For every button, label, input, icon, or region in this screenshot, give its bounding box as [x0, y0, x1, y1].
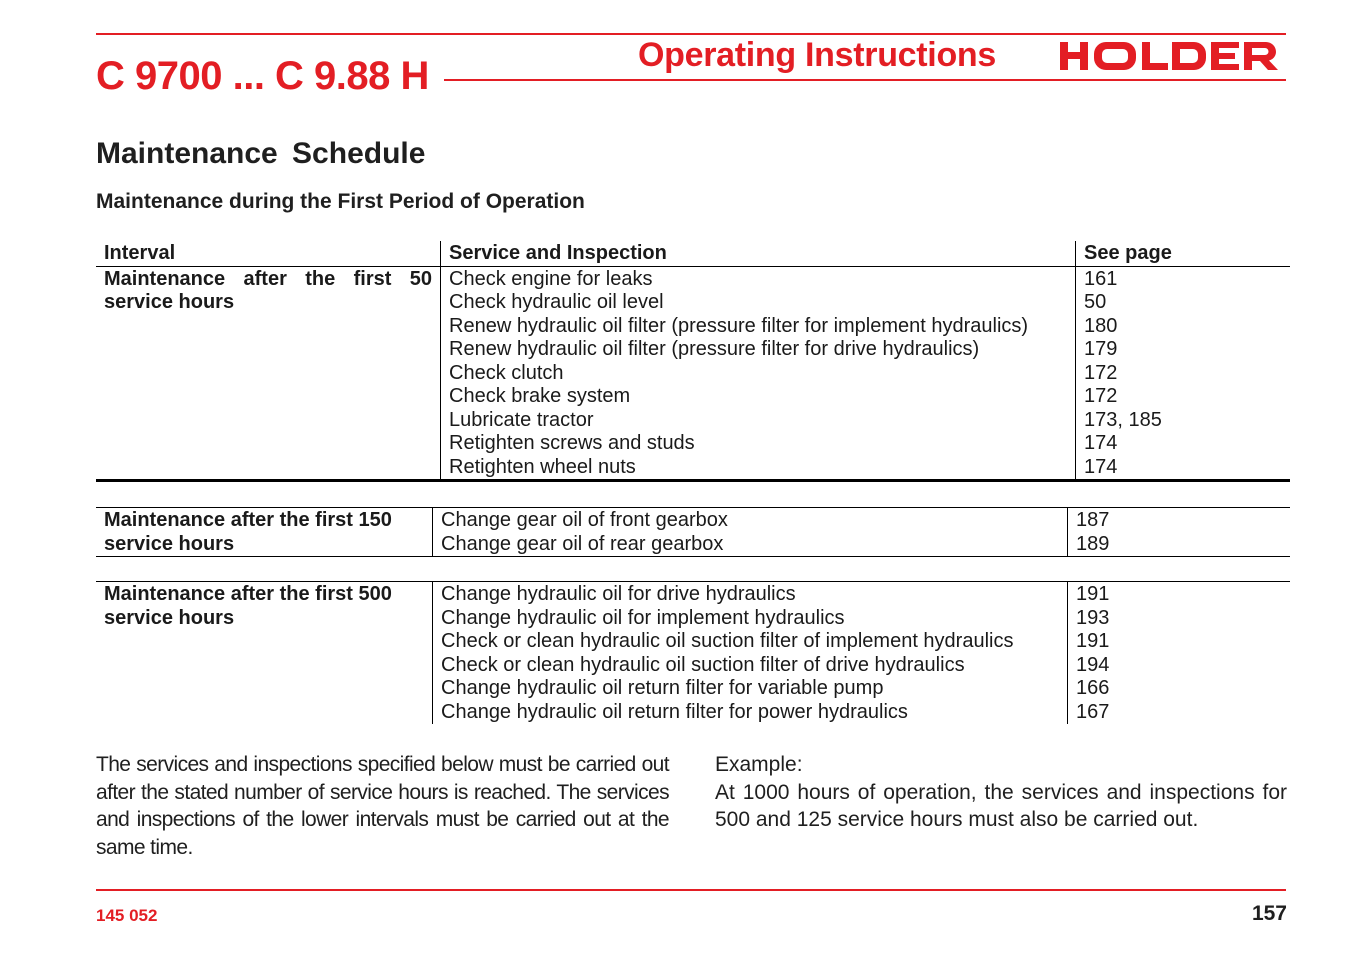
note-paragraph: The services and inspections specified below must be carried out after the stated number of service hours is reached. The services and inspections of the lower intervals must be carried out at the same time. — [96, 753, 669, 859]
service-item: Change hydraulic oil for drive hydraulics — [441, 583, 796, 605]
service-item: Check or clean hydraulic oil suction filter of implement hydraulics — [441, 630, 1014, 652]
page-ref: 166 — [1076, 677, 1110, 699]
page-ref: 191 — [1076, 583, 1110, 605]
service-item: Change hydraulic oil return filter for variable pump — [441, 677, 884, 699]
page-ref: 194 — [1076, 653, 1110, 676]
section-subtitle: Maintenance during the First Period of Operation — [96, 190, 585, 213]
service-item: Renew hydraulic oil filter (pressure filter for implement hydraulics) — [449, 314, 1029, 337]
service-item: Check clutch — [449, 361, 564, 384]
document-title: Operating Instructions — [638, 36, 996, 74]
page-ref: 173, 185 — [1084, 408, 1162, 431]
table-row — [96, 508, 1290, 557]
page-ref: 50 — [1084, 291, 1107, 313]
page-ref: 180 — [1084, 314, 1118, 337]
holder-logo — [1060, 38, 1278, 74]
service-item: Change gear oil of rear gearbox — [441, 532, 724, 555]
interval-label: Maintenance after the first 150 service hours — [104, 509, 392, 555]
page-ref: 172 — [1084, 385, 1118, 407]
service-item: Check brake system — [449, 385, 631, 407]
maintenance-table-50h — [96, 241, 1290, 482]
service-item: Change gear oil of front gearbox — [441, 509, 728, 531]
service-item: Check hydraulic oil level — [449, 291, 664, 313]
page-number: 157 — [1251, 902, 1287, 925]
footer-rule — [96, 889, 1286, 891]
header-bottom-rule — [444, 79, 1286, 81]
page-ref: 191 — [1076, 630, 1110, 652]
page-ref: 189 — [1076, 532, 1110, 555]
service-item: Renew hydraulic oil filter (pressure filter for drive hydraulics) — [449, 338, 980, 360]
service-item: Check or clean hydraulic oil suction filter of drive hydraulics — [441, 653, 965, 676]
example-paragraph — [715, 751, 1287, 834]
column-header-interval: Interval — [96, 241, 441, 266]
column-header-service: Service and Inspection — [441, 241, 1076, 266]
page-ref: 161 — [1084, 267, 1118, 290]
page-ref: 172 — [1084, 361, 1118, 384]
page-ref: 193 — [1076, 606, 1110, 629]
service-item: Retighten screws and studs — [449, 432, 695, 454]
service-item: Check engine for leaks — [449, 267, 653, 290]
interval-label: Maintenance after the first 500 service hours — [104, 583, 392, 629]
maintenance-table-500h — [96, 581, 1290, 724]
example-body: At 1000 hours of operation, the services and inspections for 500 and 125 service hours must also be carried out. — [715, 780, 1287, 831]
column-header-page: See page — [1076, 241, 1291, 266]
maintenance-table-150h — [96, 507, 1290, 557]
page-ref: 174 — [1084, 455, 1118, 478]
document-number: 145 052 — [96, 906, 158, 925]
header-top-rule — [96, 33, 1286, 35]
service-item: Lubricate tractor — [449, 408, 594, 431]
service-item: Change hydraulic oil for implement hydraulics — [441, 606, 845, 629]
example-heading: Example: — [715, 753, 803, 776]
service-item: Change hydraulic oil return filter for power hydraulics — [441, 700, 908, 723]
page-ref: 179 — [1084, 338, 1118, 360]
table-row — [96, 582, 1290, 725]
service-item: Retighten wheel nuts — [449, 455, 636, 478]
page-ref: 174 — [1084, 432, 1118, 454]
model-title: C 9700 ... C 9.88 H — [96, 54, 429, 98]
table-header-row — [96, 241, 1290, 266]
section-title: Maintenance Schedule — [96, 137, 426, 170]
table-row — [96, 266, 1290, 481]
page-ref: 167 — [1076, 700, 1110, 723]
interval-label: Maintenance after the first 50 service hours — [104, 267, 432, 313]
page-ref: 187 — [1076, 509, 1110, 531]
